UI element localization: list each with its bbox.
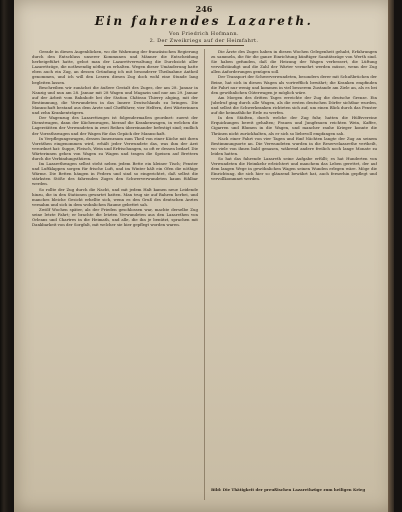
paragraph: Der Transport der Schwerverwundeten, besonders derer mit Schußbrüchen der Beine, hat sich in diesen Wagen als vortrefflich bewährt; die Kranken empfinden die Fahrt nur wenig und kommen in viel besserem Zustande am Ziele an, als es bei den gewöhnlichen Güterwagen je möglich wäre. (211, 74, 377, 95)
article-section-heading: 2. Der Zweikriegs auf der Heimfahrt. (149, 38, 259, 44)
paragraph: Gerade in diesen Augenblicken, wo die Wahrnung der franzäsischen Regierung durch den Entschluss unserer Kommunen und Männer die Entscheidung herbeigeführt hatte, gebot man der Lazarettverwaltung die Durchsicht aller Lazarettzüge, die nothwendig nöthig zu erhalten. Wegen dieser Umänderung hatte eben auch ein Zug, an dessen Gründung ich mit besonderer Theilnahme Antheil genommen, und ich will den Lesern diesen Zug doch wohl eine Stunde lang begleiten lassen. (32, 49, 198, 85)
paragraph: Der Wagenzug des Lazarettzuges ist folgendermaßen geordnet: zuerst der Dienstwagen, dann der Küchenwagen, hierauf die Krankenwagen, in welchen die Lagerstätten der Verwundeten in zwei Reihen übereinander befestigt sind; endlich der Vorrathswagen und der Wagen für das Gepäck der Mannschaft. (32, 115, 198, 136)
page-number: 246 (195, 4, 213, 14)
paragraph: So hat das fahrende Lazareth seine Aufgabe erfüllt; es hat Hunderten von Verwundeten die Heimkehr erleichtert und manchem das Leben gerettet, der auf dem langen Wege in gewöhnlichen Wagen seinen Wunden erlegen wäre. Möge die Einrichtung, die sich hier so glänzend bewährt hat, auch fernerhin gepflegt und vervollkommnet werden. (211, 155, 377, 182)
paragraph: Die Ärzte des Zuges haben in diesen Wochen Gelegenheit gehabt, Erfahrungen zu sammeln, die für die ganze Einrichtung künftiger Sanitätszüge von Werth sind. Sie haben gefunden, daß die Heizung der Wagen verbessert, die Lüftung vervollständigt und die Zahl der Wärter vermehrt werden müsse, wenn der Zug allen Anforderungen genügen soll. (211, 49, 377, 75)
text-column-left (32, 49, 198, 500)
paragraph: In den Städten, durch welche der Zug fuhr, hatten die Hülfsvereine Erquickungen bereit gehalten; Frauen und Jungfrauen reichten Wein, Kaffee, Cigarren und Blumen in die Wagen, und mancher rauhe Krieger konnte die Thränen nicht zurückhalten, als er sich so liebevoll empfangen sah. (211, 115, 377, 136)
article-byline: Von Friedrich Hofmann. (169, 31, 239, 37)
paragraph: Zwölf Wochen später, als der Frieden geschlossen war, machte derselbe Zug seine letzte Fahrt; er brachte die letzten Verwundeten aus den Lazarethen von Orleans und Chartres in die Heimath, und alle, die ihn je benützt, sprachen mit Dankbarkeit von der Sorgfalt, mit welcher sie hier gepflegt worden waren. (32, 206, 198, 228)
paragraph: Am Morgen des dritten Tages erreichte der Zug die deutsche Grenze. Ein Jubelruf ging durch alle Wagen, als die ersten deutschen Dörfer sichtbar wurden, und selbst die Schwerkranken richteten sich auf, um einen Blick durch das Fenster auf die heimathliche Erde zu werfen. (211, 94, 377, 116)
text-column-right (211, 49, 377, 483)
newspaper-page (14, 0, 394, 512)
page-edge-shadow (388, 0, 394, 512)
paragraph: Im Lazarethwagen selbst steht neben jedem Bette ein kleiner Tisch; Fenster und Luftklappen sorgen für frische Luft, und im Winter hält ein Ofen die nöthige Wärme. Die Betten hängen in Federn und sind so eingerichtet, daß selbst die stärksten Stöße des fahrenden Zuges den Schwerverwundeten kaum fühlbar werden. (32, 161, 198, 187)
heading-rule (164, 45, 244, 46)
paragraph: So rollte der Zug durch die Nacht, und mit jedem Halt kamen neue Leidende hinzu, die in den Stationen gewartet hatten. Man trug sie auf Bahren herbei, und manches bleiche Gesicht erhellte sich, wenn es den Gruß des deutschen Arztes vernahm und sich in dem wohnlichen Raume gebettet sah. (32, 186, 198, 207)
paragraph: Beschreiben wir zunächst die äußere Gestalt des Zuges, der am 28. Januar in Nanzig und nun am 28. Januar mit 28 Wagen und Magazin und nur am 29. Januar auf der Arbeit vom Bahnhofe bei der Station Château Thierry abging, mit der Bestimmung, die Verwundeten in das Innere Deutschlands zu bringen. Die Mannschaft bestand aus dem Arzte und Chefführer, vier Helfern, drei Wärterinnen und zehn Krankenträgern. (32, 84, 198, 116)
paragraph: In Verpflegungswagen, dessen Innenraum zum Theil von einer Küche mit ihren Vorräthen eingenommen wird, erhält jeder Verwundete das, was ihm der Arzt verordnet hat: Suppe, Fleisch, Wein und Erfrischungen, so oft er dessen bedarf. Die Wärterinnen gehen von Wagen zu Wagen und tragen die Speisen auf Brettern durch die Verbindungsthüren. (32, 135, 198, 161)
paragraph: Nach einer Fahrt von vier Tagen und fünf Nächten langte der Zug an seinem Bestimmungsorte an. Die Verwundeten wurden in die Reservelazarethe vertheilt, wo viele von ihnen bald genasen, während andere freilich noch lange Monate zu leiden hatten. (211, 135, 377, 156)
column-divider (204, 49, 205, 500)
article-headline: Ein fahrendes Lazareth. (94, 14, 314, 28)
illustration-caption: Bild: Die Thätigkeit der preußischen Lazarethzüge zum heiligen Krieg (211, 487, 366, 492)
